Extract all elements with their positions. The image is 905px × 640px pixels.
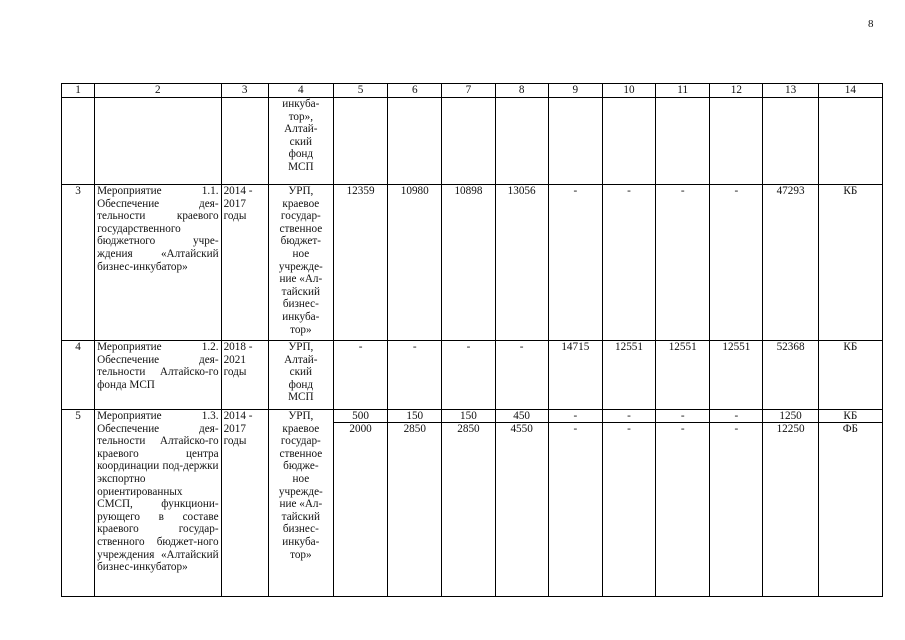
cell	[818, 98, 882, 185]
value-cell: 12551	[602, 341, 655, 410]
row-number: 5	[62, 410, 95, 597]
program-table	[61, 83, 883, 597]
value-cell: 150	[388, 410, 442, 423]
header-cell: 9	[548, 84, 602, 98]
value-cell: -	[710, 423, 763, 597]
value-cell: -	[602, 410, 655, 423]
value-cell: 4550	[495, 423, 548, 597]
total-cell: 12250	[763, 423, 818, 597]
total-cell: 1250	[763, 410, 818, 423]
value-cell: -	[495, 341, 548, 410]
header-cell: 6	[388, 84, 442, 98]
value-cell: -	[442, 341, 495, 410]
value-cell: -	[602, 423, 655, 597]
value-cell: 10898	[442, 185, 495, 341]
cell	[548, 98, 602, 185]
value-cell: 150	[442, 410, 495, 423]
header-cell: 12	[710, 84, 763, 98]
cell	[763, 98, 818, 185]
value-cell: 10980	[388, 185, 442, 341]
page-number: 8	[868, 18, 874, 30]
value-cell: -	[710, 185, 763, 341]
header-row	[62, 84, 883, 98]
value-cell: 450	[495, 410, 548, 423]
continuation-row	[62, 98, 883, 185]
value-cell: 14715	[548, 341, 602, 410]
value-cell: -	[548, 185, 602, 341]
value-cell: -	[333, 341, 387, 410]
value-cell: 2850	[442, 423, 495, 597]
cell	[388, 98, 442, 185]
cell	[602, 98, 655, 185]
value-cell: 12359	[333, 185, 387, 341]
table-row	[62, 185, 883, 341]
value-cell: -	[656, 423, 710, 597]
cell	[62, 98, 95, 185]
source-cell: КБ	[818, 341, 882, 410]
cell	[656, 98, 710, 185]
header-cell: 2	[95, 84, 221, 98]
row-number: 3	[62, 185, 95, 341]
header-cell: 1	[62, 84, 95, 98]
value-cell: 2850	[388, 423, 442, 597]
cell	[333, 98, 387, 185]
period-cell: 2014 - 2017 годы	[221, 410, 268, 597]
total-cell: 52368	[763, 341, 818, 410]
cell	[221, 98, 268, 185]
value-cell: -	[602, 185, 655, 341]
period-cell: 2018 - 2021 годы	[221, 341, 268, 410]
total-cell: 47293	[763, 185, 818, 341]
header-cell: 4	[268, 84, 333, 98]
value-cell: 13056	[495, 185, 548, 341]
executor-cell: УРП, Алтай- ский фонд МСП	[268, 341, 333, 410]
header-cell: 7	[442, 84, 495, 98]
period-cell: 2014 - 2017 годы	[221, 185, 268, 341]
cell	[495, 98, 548, 185]
measure-name: Мероприятие 1.1. Обеспечение дея-тельности краевого государственного бюджетного учре-ждения «Алтайский бизнес-инкубатор»	[95, 185, 221, 341]
value-cell: -	[548, 423, 602, 597]
executor-cell: УРП, краевое государ- ственное бюджет- ное учрежде- ние «Ал- тайский бизнес- инкуба- тор»	[268, 185, 333, 341]
value-cell: 500	[333, 410, 387, 423]
header-cell: 5	[333, 84, 387, 98]
row-number: 4	[62, 341, 95, 410]
header-cell: 11	[656, 84, 710, 98]
header-cell: 8	[495, 84, 548, 98]
header-cell: 14	[818, 84, 882, 98]
value-cell: 2000	[333, 423, 387, 597]
executor-cell: инкуба- тор», Алтай- ский фонд МСП	[268, 98, 333, 185]
cell	[442, 98, 495, 185]
cell	[95, 98, 221, 185]
source-cell: КБ	[818, 185, 882, 341]
executor-cell: УРП, краевое государ- ственное бюдже- ное учрежде- ние «Ал- тайский бизнес- инкуба- тор»	[268, 410, 333, 597]
header-cell: 3	[221, 84, 268, 98]
header-cell: 10	[602, 84, 655, 98]
table-row	[62, 410, 883, 423]
value-cell: -	[656, 410, 710, 423]
measure-name: Мероприятие 1.3. Обеспечение дея-тельности Алтайско-го краевого центра координации под-держки экспортно ориентированных СМСП, функциони-рующего в составе краевого государ-ственного бюджет-ного учреждения «Алтайский бизнес-инкубатор»	[95, 410, 221, 597]
value-cell: -	[548, 410, 602, 423]
value-cell: -	[656, 185, 710, 341]
value-cell: -	[710, 410, 763, 423]
source-cell: КБ	[818, 410, 882, 423]
source-cell: ФБ	[818, 423, 882, 597]
value-cell: -	[388, 341, 442, 410]
table-row	[62, 341, 883, 410]
measure-name: Мероприятие 1.2. Обеспечение дея-тельности Алтайско-го фонда МСП	[95, 341, 221, 410]
header-cell: 13	[763, 84, 818, 98]
cell	[710, 98, 763, 185]
value-cell: 12551	[710, 341, 763, 410]
value-cell: 12551	[656, 341, 710, 410]
